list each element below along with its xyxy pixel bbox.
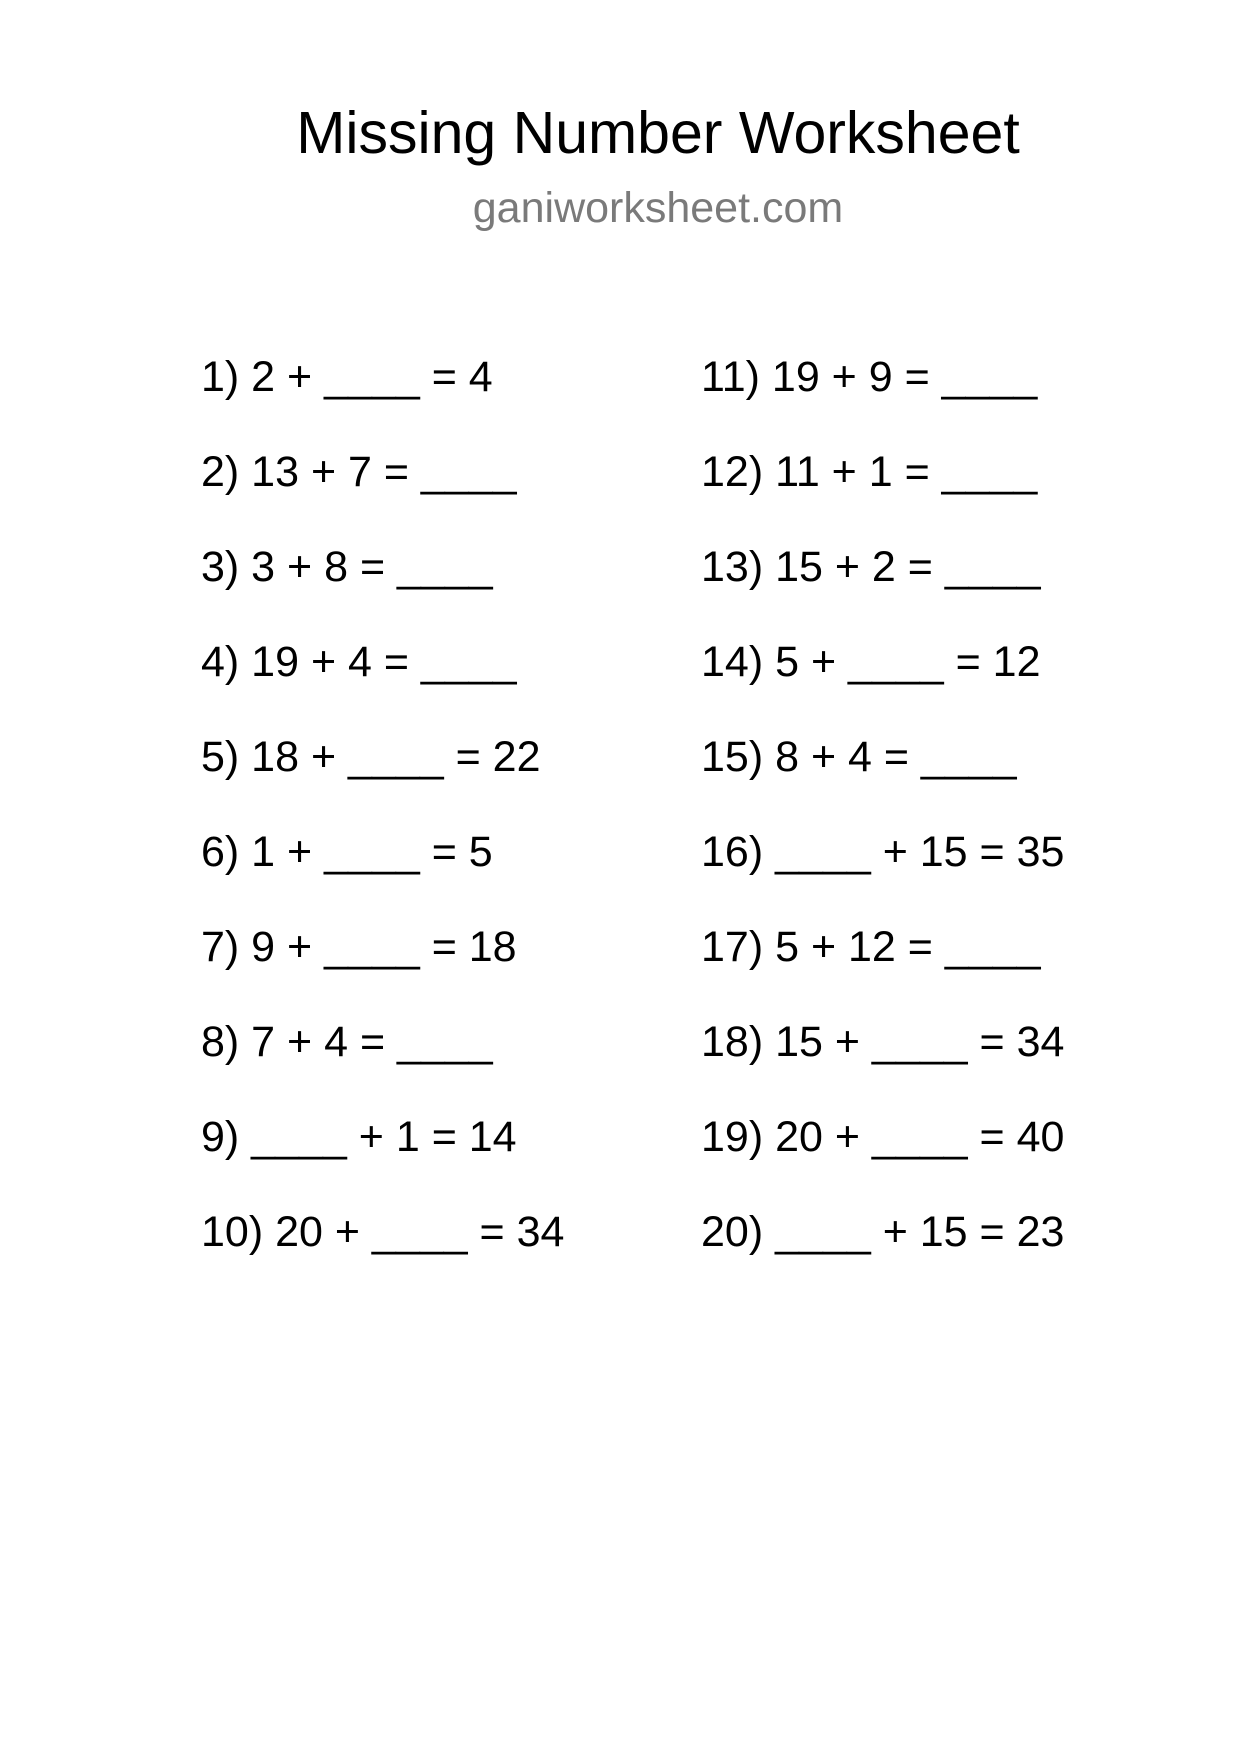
problem-16: 16) ____ + 15 = 35 [701, 828, 1065, 876]
problem-3: 3) 3 + 8 = ____ [201, 543, 493, 591]
problem-15: 15) 8 + 4 = ____ [701, 733, 1017, 781]
problem-8: 8) 7 + 4 = ____ [201, 1018, 493, 1066]
problem-4: 4) 19 + 4 = ____ [201, 638, 517, 686]
problem-19: 19) 20 + ____ = 40 [701, 1113, 1065, 1161]
problem-5: 5) 18 + ____ = 22 [201, 733, 541, 781]
problem-2: 2) 13 + 7 = ____ [201, 448, 517, 496]
problem-10: 10) 20 + ____ = 34 [201, 1208, 565, 1256]
problem-1: 1) 2 + ____ = 4 [201, 353, 493, 401]
problems-column-left [201, 347, 564, 1297]
problem-18: 18) 15 + ____ = 34 [701, 1018, 1065, 1066]
problem-12: 12) 11 + 1 = ____ [701, 448, 1038, 496]
worksheet-title: Missing Number Worksheet [296, 100, 1020, 166]
website-subtitle: ganiworksheet.com [472, 184, 844, 232]
problem-9: 9) ____ + 1 = 14 [201, 1113, 517, 1161]
problem-6: 6) 1 + ____ = 5 [201, 828, 493, 876]
problem-20: 20) ____ + 15 = 23 [701, 1208, 1065, 1256]
problems-column-right [701, 347, 1064, 1297]
problem-13: 13) 15 + 2 = ____ [701, 543, 1041, 591]
problem-11: 11) 19 + 9 = ____ [701, 353, 1038, 401]
problem-14: 14) 5 + ____ = 12 [701, 638, 1041, 686]
problem-7: 7) 9 + ____ = 18 [201, 923, 517, 971]
problem-17: 17) 5 + 12 = ____ [701, 923, 1041, 971]
